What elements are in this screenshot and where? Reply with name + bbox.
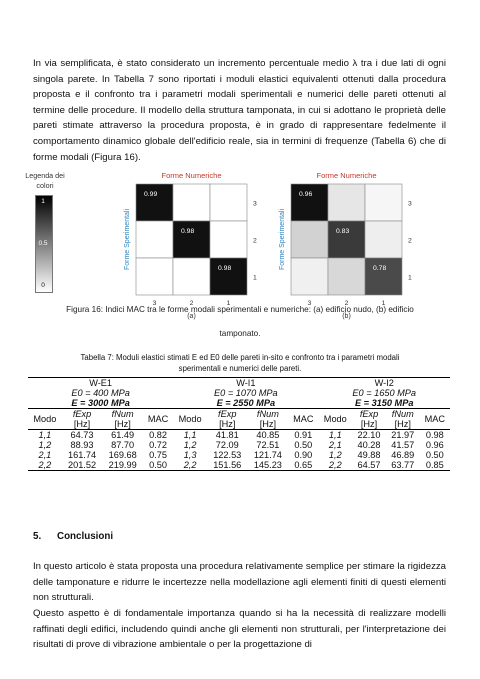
wall-e0: E0 = 1070 MPa <box>214 388 278 398</box>
legend-tick-0: 0 <box>41 282 45 289</box>
cell-modo: 1,3 <box>183 450 197 460</box>
cell-mac: 0.98 <box>425 430 444 440</box>
table-caption-line1: Tabella 7: Moduli elastici stimati E ed E0 delle pareti in-sito e confronto tra i parametri modali <box>80 353 400 362</box>
table-caption <box>45 352 435 374</box>
cell-fexp: 201.52 <box>67 460 97 470</box>
mac-value-label: 0.83 <box>336 228 350 235</box>
row-tick-label: 3 <box>408 200 412 208</box>
col-header-modo: Modo <box>178 414 202 424</box>
row-tick-label: 1 <box>253 274 257 282</box>
cell-modo: 2,1 <box>38 450 52 460</box>
table-row <box>28 388 450 398</box>
panel-title: Forme Numeriche <box>161 171 222 180</box>
mac-cell <box>136 221 173 258</box>
row-tick-label: 2 <box>408 237 412 245</box>
panel-title: Forme Numeriche <box>316 171 377 180</box>
mac-cell <box>210 258 247 295</box>
panel-label: (b) <box>342 313 351 320</box>
row-tick-label: 1 <box>408 274 412 282</box>
mac-cell <box>210 221 247 258</box>
mac-cell <box>365 258 402 295</box>
col-tick-label: 2 <box>344 300 349 307</box>
cell-modo: 1,2 <box>328 450 342 460</box>
col-header-mac: MAC <box>147 414 169 424</box>
cell-fnum: 121.74 <box>253 450 282 460</box>
wall-name: W-E1 <box>89 378 113 388</box>
cell-mac: 0.85 <box>425 460 444 470</box>
cell-mac: 0.50 <box>294 440 313 450</box>
cell-fnum: 219.99 <box>108 460 137 470</box>
mac-value-label: 0.98 <box>218 265 232 272</box>
col-header-fexp: fExp [Hz] <box>359 409 379 429</box>
cell-fexp: 64.57 <box>357 460 381 470</box>
mac-cell <box>173 258 210 295</box>
cell-fexp: 88.93 <box>70 440 94 450</box>
row-tick-label: 3 <box>253 200 257 208</box>
cell-mac: 0.90 <box>294 450 313 460</box>
legend-tick-05: 0.5 <box>38 240 48 247</box>
mac-value-label: 0.98 <box>181 228 195 235</box>
col-tick-label: 1 <box>381 300 386 307</box>
col-header-fnum: fNum [Hz] <box>256 409 279 429</box>
section-number: 5. <box>33 531 42 542</box>
cell-modo: 2,2 <box>38 460 52 470</box>
cell-modo: 1,2 <box>38 440 52 450</box>
mac-cell <box>173 184 210 221</box>
col-header-modo: Modo <box>323 414 347 424</box>
cell-fexp: 72.09 <box>215 440 239 450</box>
cell-fnum: 87.70 <box>111 440 135 450</box>
col-header-fnum: fNum [Hz] <box>111 409 134 429</box>
table-row <box>28 378 450 389</box>
cell-fexp: 151.56 <box>213 460 242 470</box>
table-caption-line2: sperimentali e numerici delle pareti. <box>178 364 302 373</box>
wall-e: E = 3150 MPa <box>354 398 414 408</box>
conclusion-paragraph-2: Questo aspetto è di fondamentale importanza quando si ha la necessità di realizzare modelli raffinati degli edifici, includendo quindi anche gli elementi non strutturali, per l'interpretazione dei risultati di prove di vibrazione ambientale o per la progettazione di <box>33 608 446 651</box>
section-title: Conclusioni <box>57 531 114 542</box>
panel-y-title: Forme Sperimentali <box>124 208 131 271</box>
cell-fnum: 169.68 <box>108 450 137 460</box>
table-row <box>28 398 450 409</box>
table-row <box>28 450 450 460</box>
col-header-modo: Modo <box>33 414 57 424</box>
table-row <box>28 440 450 450</box>
col-header-mac: MAC <box>424 414 446 424</box>
wall-e: E = 3000 MPa <box>71 398 130 408</box>
mac-cell <box>136 258 173 295</box>
cell-fnum: 41.57 <box>391 440 415 450</box>
cell-fexp: 161.74 <box>67 450 97 460</box>
cell-fexp: 22.10 <box>357 430 381 440</box>
table-row <box>28 409 450 430</box>
wall-e0: E0 = 400 MPa <box>71 388 130 398</box>
mac-cell <box>328 258 365 295</box>
cell-fexp: 40.28 <box>357 440 381 450</box>
cell-fexp: 64.73 <box>70 430 94 440</box>
cell-fnum: 40.85 <box>256 430 280 440</box>
mac-cell <box>291 221 328 258</box>
cell-mac: 0.82 <box>149 430 168 440</box>
mac-cell <box>173 221 210 258</box>
cell-fnum: 145.23 <box>253 460 282 470</box>
cell-fnum: 21.97 <box>391 430 415 440</box>
col-header-fexp: fExp [Hz] <box>218 409 237 429</box>
col-tick-label: 3 <box>152 300 157 307</box>
cell-modo: 2,1 <box>328 440 342 450</box>
mac-cell <box>365 221 402 258</box>
cell-mac: 0.75 <box>149 450 168 460</box>
mac-value-label: 0.78 <box>373 265 387 272</box>
table-row <box>28 460 450 471</box>
cell-fnum: 63.77 <box>391 460 415 470</box>
cell-modo: 2,2 <box>183 460 197 470</box>
legend-title: Legenda dei colori <box>25 171 65 190</box>
panel-y-title: Forme Sperimentali <box>279 208 286 271</box>
cell-mac: 0.50 <box>149 460 168 470</box>
mac-panel-a <box>124 171 257 320</box>
intro-paragraph: In via semplificata, è stato considerato un incremento percentuale medio λ tra i due lati di ogni singola parete. In Tabella 7 sono riportati i moduli elastici equivalenti ottenuti dalla procedura proposta e il confronto tra i parametri modali sperimentali e numerici delle pareti ottenuti al termine delle procedure. Il modello della struttura tamponata, in cui si adottano le proprietà delle pareti stimate attraverso la procedura proposta, è in grado di rappresentare fedelmente il comportamento dinamico globale dell'edificio reale, sia in termini di frequenze (Tabella 6) che di forme modali (Figura 16). <box>33 58 446 163</box>
row-tick-label: 2 <box>253 237 257 245</box>
col-header-mac: MAC <box>293 414 314 424</box>
wall-name: W-I2 <box>374 378 394 388</box>
section-heading <box>33 531 113 542</box>
wall-e0: E0 = 1650 MPa <box>352 388 417 398</box>
cell-fnum: 61.49 <box>111 430 135 440</box>
mac-cell <box>328 184 365 221</box>
cell-modo: 1,1 <box>183 430 197 440</box>
col-tick-label: 1 <box>226 300 231 307</box>
mac-table <box>28 377 450 471</box>
cell-modo: 1,2 <box>183 440 197 450</box>
mac-value-label: 0.99 <box>144 191 158 198</box>
col-header-fexp: fExp [Hz] <box>72 409 92 429</box>
cell-mac: 0.91 <box>294 430 313 440</box>
col-header-fnum: fNum [Hz] <box>391 409 414 429</box>
cell-fexp: 122.53 <box>213 450 242 460</box>
table-row <box>28 430 450 441</box>
wall-name: W-I1 <box>236 378 256 388</box>
cell-fnum: 46.89 <box>391 450 415 460</box>
col-tick-label: 2 <box>189 300 194 307</box>
col-tick-label: 3 <box>307 300 312 307</box>
wall-e: E = 2550 MPa <box>216 398 276 408</box>
mac-panel-b <box>279 171 412 320</box>
cell-modo: 1,1 <box>328 430 342 440</box>
cell-mac: 0.96 <box>425 440 444 450</box>
cell-mac: 0.50 <box>425 450 444 460</box>
figure-caption-cont: tamponato. <box>219 329 261 338</box>
mac-cell <box>291 258 328 295</box>
cell-mac: 0.72 <box>149 440 168 450</box>
mac-cell <box>210 184 247 221</box>
mac-cell <box>328 221 365 258</box>
figure-caption: Figura 16: Indici MAC tra le forme modali sperimentali e numeriche: (a) edificio nudo, (b) edificio <box>66 305 414 314</box>
cell-modo: 2,2 <box>328 460 342 470</box>
mac-cell <box>291 184 328 221</box>
conclusion-paragraph-1: In questo articolo è stata proposta una procedura relativamente semplice per stimare la rigidezza delle tamponature e ridurre le incertezze nella modellazione agli elementi finiti di questi elementi non strutturali. <box>33 561 446 604</box>
mac-cell <box>365 184 402 221</box>
mac-value-label: 0.96 <box>299 191 313 198</box>
cell-fexp: 41.81 <box>215 430 239 440</box>
cell-modo: 1,1 <box>38 430 52 440</box>
cell-mac: 0.65 <box>294 460 313 470</box>
cell-fexp: 49.88 <box>357 450 381 460</box>
legend-tick-1: 1 <box>41 198 45 205</box>
cell-fnum: 72.51 <box>256 440 280 450</box>
mac-cell <box>136 184 173 221</box>
panel-label: (a) <box>187 313 196 320</box>
